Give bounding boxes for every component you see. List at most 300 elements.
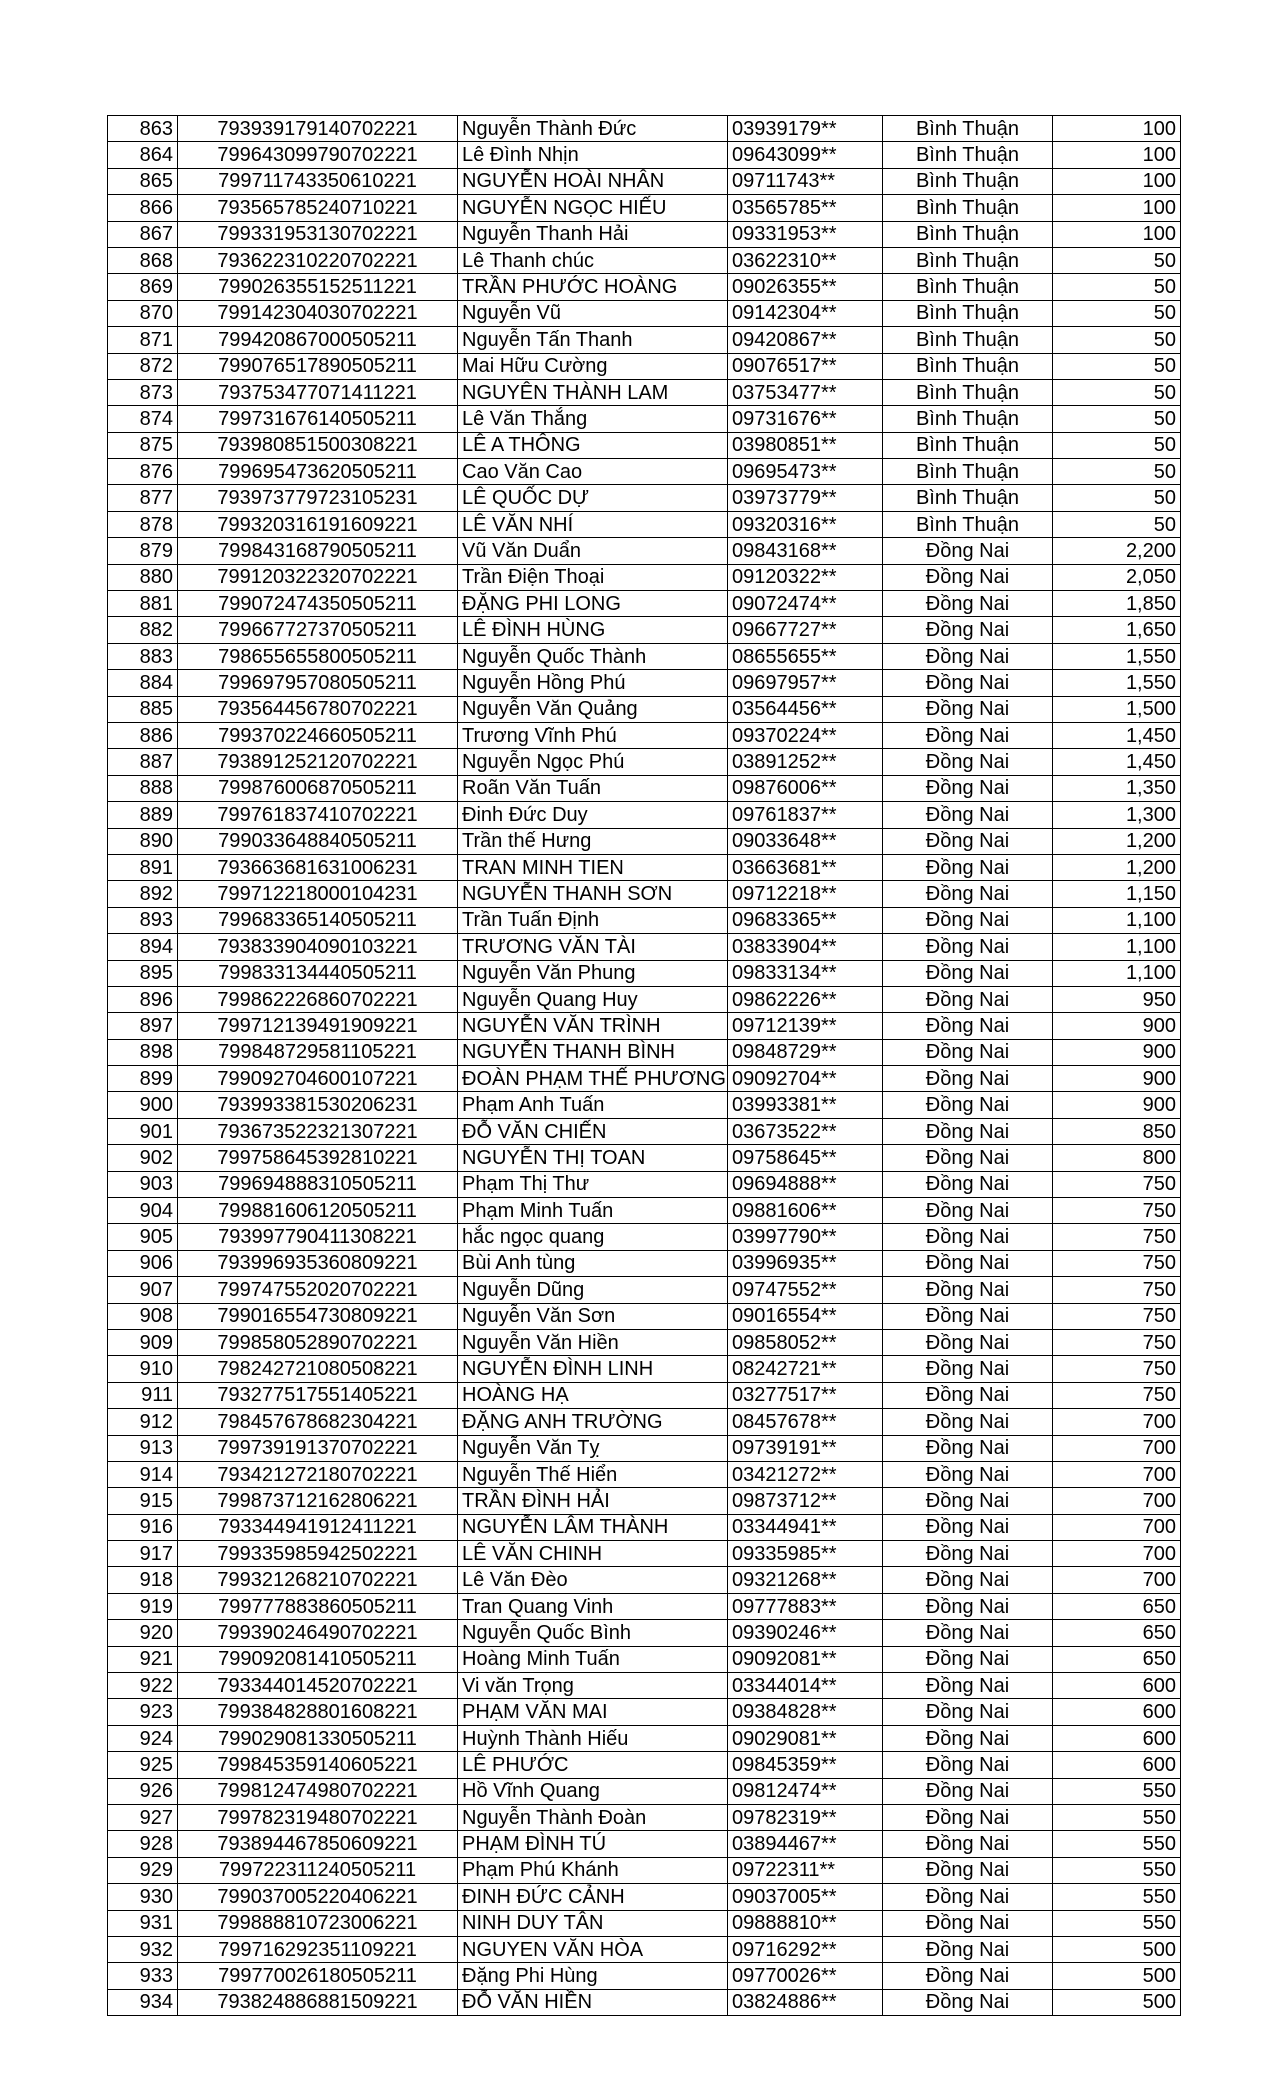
table-row [108,247,1181,273]
stt-cell: 894 [108,934,178,960]
stt-cell: 879 [108,538,178,564]
name-cell: Nguyễn Văn Sơn [458,1303,728,1329]
province-cell: Đồng Nai [883,1778,1053,1804]
table-row [108,1936,1181,1962]
province-cell: Đồng Nai [883,670,1053,696]
name-cell: NINH DUY TÂN [458,1910,728,1936]
name-cell: TRAN MINH TIEN [458,854,728,880]
stt-cell: 926 [108,1778,178,1804]
amount-cell: 500 [1053,1963,1181,1989]
code-cell: 799848729581105221 [178,1039,458,1065]
stt-cell: 920 [108,1620,178,1646]
amount-cell: 650 [1053,1646,1181,1672]
phone-cell: 09420867** [728,327,883,353]
code-cell: 799072474350505211 [178,591,458,617]
stt-cell: 921 [108,1646,178,1672]
province-cell: Đồng Nai [883,1198,1053,1224]
code-cell: 799037005220406221 [178,1884,458,1910]
province-cell: Đồng Nai [883,1805,1053,1831]
code-cell: 799761837410702221 [178,802,458,828]
code-cell: 793939179140702221 [178,116,458,142]
table-row [108,1250,1181,1276]
province-cell: Bình Thuận [883,195,1053,221]
phone-cell: 03344014** [728,1673,883,1699]
province-cell: Đồng Nai [883,1461,1053,1487]
phone-cell: 03996935** [728,1250,883,1276]
code-cell: 799420867000505211 [178,327,458,353]
phone-cell: 09888810** [728,1910,883,1936]
province-cell: Đồng Nai [883,1488,1053,1514]
phone-cell: 09873712** [728,1488,883,1514]
phone-cell: 03891252** [728,749,883,775]
amount-cell: 2,200 [1053,538,1181,564]
code-cell: 799858052890702221 [178,1329,458,1355]
phone-cell: 09072474** [728,591,883,617]
amount-cell: 800 [1053,1145,1181,1171]
name-cell: NGUYEN VĂN HÒA [458,1936,728,1962]
stt-cell: 905 [108,1224,178,1250]
province-cell: Đồng Nai [883,1857,1053,1883]
amount-cell: 50 [1053,379,1181,405]
amount-cell: 500 [1053,1936,1181,1962]
table-row [108,1673,1181,1699]
amount-cell: 750 [1053,1224,1181,1250]
table-row [108,881,1181,907]
province-cell: Đồng Nai [883,907,1053,933]
code-cell: 799331953130702221 [178,221,458,247]
phone-cell: 09037005** [728,1884,883,1910]
code-cell: 793824886881509221 [178,1989,458,2015]
amount-cell: 600 [1053,1699,1181,1725]
province-cell: Đồng Nai [883,1435,1053,1461]
stt-cell: 865 [108,168,178,194]
table-row [108,1013,1181,1039]
phone-cell: 09881606** [728,1198,883,1224]
name-cell: Huỳnh Thành Hiếu [458,1725,728,1751]
table-row [108,1725,1181,1751]
code-cell: 799033648840505211 [178,828,458,854]
amount-cell: 550 [1053,1857,1181,1883]
name-cell: Nguyễn Tấn Thanh [458,327,728,353]
phone-cell: 09026355** [728,274,883,300]
table-row [108,221,1181,247]
province-cell: Đồng Nai [883,1646,1053,1672]
amount-cell: 1,100 [1053,934,1181,960]
code-cell: 799888810723006221 [178,1910,458,1936]
province-cell: Đồng Nai [883,1620,1053,1646]
stt-cell: 870 [108,300,178,326]
code-cell: 799390246490702221 [178,1620,458,1646]
table-row [108,696,1181,722]
amount-cell: 750 [1053,1171,1181,1197]
name-cell: Đinh Đức Duy [458,802,728,828]
code-cell: 793344014520702221 [178,1673,458,1699]
name-cell: LÊ VĂN NHÍ [458,511,728,537]
phone-cell: 09076517** [728,353,883,379]
amount-cell: 550 [1053,1778,1181,1804]
province-cell: Đồng Nai [883,881,1053,907]
stt-cell: 885 [108,696,178,722]
stt-cell: 890 [108,828,178,854]
table-row [108,670,1181,696]
stt-cell: 864 [108,142,178,168]
province-cell: Đồng Nai [883,1066,1053,1092]
table-row [108,564,1181,590]
table-row [108,1884,1181,1910]
name-cell: Nguyễn Thành Đoàn [458,1805,728,1831]
stt-cell: 874 [108,406,178,432]
phone-cell: 09683365** [728,907,883,933]
code-cell: 799782319480702221 [178,1805,458,1831]
province-cell: Đồng Nai [883,1910,1053,1936]
table-row [108,1198,1181,1224]
name-cell: PHẠM ĐÌNH TÚ [458,1831,728,1857]
name-cell: Vũ Văn Duẩn [458,538,728,564]
province-cell: Đồng Nai [883,1936,1053,1962]
amount-cell: 700 [1053,1541,1181,1567]
province-cell: Đồng Nai [883,1092,1053,1118]
stt-cell: 873 [108,379,178,405]
phone-cell: 03564456** [728,696,883,722]
table-row [108,1963,1181,1989]
name-cell: TRƯƠNG VĂN TÀI [458,934,728,960]
phone-cell: 09848729** [728,1039,883,1065]
amount-cell: 100 [1053,142,1181,168]
phone-cell: 09845359** [728,1752,883,1778]
amount-cell: 50 [1053,511,1181,537]
province-cell: Đồng Nai [883,1118,1053,1144]
code-cell: 793891252120702221 [178,749,458,775]
phone-cell: 09739191** [728,1435,883,1461]
table-row [108,986,1181,1012]
phone-cell: 03973779** [728,485,883,511]
code-cell: 799697957080505211 [178,670,458,696]
phone-cell: 03753477** [728,379,883,405]
phone-cell: 03565785** [728,195,883,221]
phone-cell: 09761837** [728,802,883,828]
stt-cell: 907 [108,1277,178,1303]
name-cell: Nguyễn Quốc Thành [458,643,728,669]
phone-cell: 09695473** [728,459,883,485]
name-cell: Hồ Vĩnh Quang [458,1778,728,1804]
amount-cell: 1,300 [1053,802,1181,828]
phone-cell: 09694888** [728,1171,883,1197]
stt-cell: 884 [108,670,178,696]
phone-cell: 09731676** [728,406,883,432]
code-cell: 799076517890505211 [178,353,458,379]
amount-cell: 650 [1053,1593,1181,1619]
amount-cell: 1,100 [1053,907,1181,933]
name-cell: NGUYỄN NGỌC HIẾU [458,195,728,221]
amount-cell: 750 [1053,1277,1181,1303]
phone-cell: 03993381** [728,1092,883,1118]
amount-cell: 900 [1053,1039,1181,1065]
code-cell: 799862226860702221 [178,986,458,1012]
amount-cell: 600 [1053,1752,1181,1778]
province-cell: Đồng Nai [883,934,1053,960]
name-cell: Trần Điện Thoại [458,564,728,590]
name-cell: Nguyễn Quang Huy [458,986,728,1012]
name-cell: Đặng Phi Hùng [458,1963,728,1989]
table-row [108,1303,1181,1329]
province-cell: Đồng Nai [883,960,1053,986]
stt-cell: 933 [108,1963,178,1989]
code-cell: 799758645392810221 [178,1145,458,1171]
amount-cell: 900 [1053,1092,1181,1118]
table-row [108,1435,1181,1461]
stt-cell: 892 [108,881,178,907]
table-row [108,854,1181,880]
phone-cell: 09843168** [728,538,883,564]
name-cell: ĐỖ VĂN HIỀN [458,1989,728,2015]
code-cell: 799731676140505211 [178,406,458,432]
name-cell: Nguyễn Văn Quảng [458,696,728,722]
name-cell: NGUYÊN THÀNH LAM [458,379,728,405]
code-cell: 798457678682304221 [178,1409,458,1435]
code-cell: 793277517551405221 [178,1382,458,1408]
code-cell: 799812474980702221 [178,1778,458,1804]
name-cell: LÊ ĐÌNH HÙNG [458,617,728,643]
amount-cell: 700 [1053,1461,1181,1487]
name-cell: Lê Đình Nhịn [458,142,728,168]
stt-cell: 929 [108,1857,178,1883]
province-cell: Đồng Nai [883,643,1053,669]
phone-cell: 09033648** [728,828,883,854]
phone-cell: 09770026** [728,1963,883,1989]
amount-cell: 700 [1053,1514,1181,1540]
code-cell: 793753477071411221 [178,379,458,405]
name-cell: Lê Thanh chúc [458,247,728,273]
code-cell: 793344941912411221 [178,1514,458,1540]
phone-cell: 09747552** [728,1277,883,1303]
name-cell: Nguyễn Dũng [458,1277,728,1303]
name-cell: HOÀNG HẠ [458,1382,728,1408]
province-cell: Đồng Nai [883,696,1053,722]
code-cell: 799016554730809221 [178,1303,458,1329]
amount-cell: 500 [1053,1989,1181,2015]
province-cell: Bình Thuận [883,300,1053,326]
code-cell: 799722311240505211 [178,1857,458,1883]
table-row [108,1092,1181,1118]
phone-cell: 03939179** [728,116,883,142]
stt-cell: 881 [108,591,178,617]
amount-cell: 700 [1053,1435,1181,1461]
province-cell: Đồng Nai [883,1039,1053,1065]
code-cell: 799092704600107221 [178,1066,458,1092]
table-body [108,116,1181,2016]
code-cell: 799845359140605221 [178,1752,458,1778]
stt-cell: 915 [108,1488,178,1514]
stt-cell: 925 [108,1752,178,1778]
table-row [108,1066,1181,1092]
amount-cell: 600 [1053,1673,1181,1699]
amount-cell: 900 [1053,1066,1181,1092]
province-cell: Đồng Nai [883,1699,1053,1725]
phone-cell: 09335985** [728,1541,883,1567]
name-cell: Tran Quang Vinh [458,1593,728,1619]
phone-cell: 09370224** [728,722,883,748]
stt-cell: 919 [108,1593,178,1619]
name-cell: Nguyễn Văn Phung [458,960,728,986]
name-cell: NGUYỄN THỊ TOAN [458,1145,728,1171]
table-row [108,1620,1181,1646]
stt-cell: 888 [108,775,178,801]
phone-cell: 09782319** [728,1805,883,1831]
table-row [108,1277,1181,1303]
amount-cell: 100 [1053,221,1181,247]
amount-cell: 50 [1053,406,1181,432]
code-cell: 798655655800505211 [178,643,458,669]
stt-cell: 901 [108,1118,178,1144]
code-cell: 793997790411308221 [178,1224,458,1250]
table-row [108,1514,1181,1540]
name-cell: Vi văn Trọng [458,1673,728,1699]
phone-cell: 09711743** [728,168,883,194]
code-cell: 798242721080508221 [178,1356,458,1382]
table-row [108,1145,1181,1171]
table-row [108,1329,1181,1355]
amount-cell: 50 [1053,300,1181,326]
table-row [108,775,1181,801]
stt-cell: 922 [108,1673,178,1699]
name-cell: NGUYỄN VĂN TRÌNH [458,1013,728,1039]
phone-cell: 08242721** [728,1356,883,1382]
stt-cell: 877 [108,485,178,511]
phone-cell: 03663681** [728,854,883,880]
stt-cell: 886 [108,722,178,748]
code-cell: 793421272180702221 [178,1461,458,1487]
stt-cell: 930 [108,1884,178,1910]
province-cell: Bình Thuận [883,406,1053,432]
code-cell: 793673522321307221 [178,1118,458,1144]
province-cell: Đồng Nai [883,1224,1053,1250]
stt-cell: 916 [108,1514,178,1540]
province-cell: Đồng Nai [883,1145,1053,1171]
code-cell: 799711743350610221 [178,168,458,194]
stt-cell: 928 [108,1831,178,1857]
code-cell: 799843168790505211 [178,538,458,564]
amount-cell: 1,450 [1053,749,1181,775]
phone-cell: 03824886** [728,1989,883,2015]
phone-cell: 09321268** [728,1567,883,1593]
amount-cell: 2,050 [1053,564,1181,590]
code-cell: 799683365140505211 [178,907,458,933]
amount-cell: 1,550 [1053,670,1181,696]
stt-cell: 934 [108,1989,178,2015]
table-row [108,1646,1181,1672]
province-cell: Đồng Nai [883,802,1053,828]
phone-cell: 09858052** [728,1329,883,1355]
phone-cell: 09320316** [728,511,883,537]
stt-cell: 900 [108,1092,178,1118]
name-cell: Trần thế Hưng [458,828,728,854]
stt-cell: 871 [108,327,178,353]
phone-cell: 09862226** [728,986,883,1012]
table-row [108,749,1181,775]
province-cell: Đồng Nai [883,1752,1053,1778]
phone-cell: 09712218** [728,881,883,907]
amount-cell: 1,200 [1053,854,1181,880]
code-cell: 793996935360809221 [178,1250,458,1276]
table-row [108,379,1181,405]
amount-cell: 550 [1053,1910,1181,1936]
province-cell: Đồng Nai [883,1250,1053,1276]
table-row [108,1752,1181,1778]
code-cell: 793564456780702221 [178,696,458,722]
province-cell: Bình Thuận [883,116,1053,142]
province-cell: Đồng Nai [883,1884,1053,1910]
province-cell: Đồng Nai [883,591,1053,617]
phone-cell: 08655655** [728,643,883,669]
stt-cell: 917 [108,1541,178,1567]
province-cell: Bình Thuận [883,221,1053,247]
province-cell: Đồng Nai [883,1963,1053,1989]
amount-cell: 100 [1053,168,1181,194]
phone-cell: 09092704** [728,1066,883,1092]
table-row [108,168,1181,194]
stt-cell: 880 [108,564,178,590]
phone-cell: 08457678** [728,1409,883,1435]
province-cell: Đồng Nai [883,775,1053,801]
province-cell: Bình Thuận [883,432,1053,458]
stt-cell: 924 [108,1725,178,1751]
province-cell: Bình Thuận [883,511,1053,537]
name-cell: Roãn Văn Tuấn [458,775,728,801]
stt-cell: 896 [108,986,178,1012]
name-cell: LÊ PHƯỚC [458,1752,728,1778]
table-row [108,538,1181,564]
stt-cell: 878 [108,511,178,537]
table-row [108,1488,1181,1514]
stt-cell: 910 [108,1356,178,1382]
amount-cell: 1,200 [1053,828,1181,854]
amount-cell: 750 [1053,1198,1181,1224]
phone-cell: 09142304** [728,300,883,326]
province-cell: Đồng Nai [883,538,1053,564]
code-cell: 799777883860505211 [178,1593,458,1619]
code-cell: 799321268210702221 [178,1567,458,1593]
name-cell: Phạm Thị Thư [458,1171,728,1197]
stt-cell: 882 [108,617,178,643]
code-cell: 793565785240710221 [178,195,458,221]
code-cell: 799694888310505211 [178,1171,458,1197]
phone-cell: 03622310** [728,247,883,273]
code-cell: 793980851500308221 [178,432,458,458]
table-row [108,802,1181,828]
code-cell: 799716292351109221 [178,1936,458,1962]
table-row [108,1593,1181,1619]
code-cell: 799370224660505211 [178,722,458,748]
name-cell: NGUYỄN ĐÌNH LINH [458,1356,728,1382]
code-cell: 793894467850609221 [178,1831,458,1857]
province-cell: Đồng Nai [883,1303,1053,1329]
code-cell: 793833904090103221 [178,934,458,960]
code-cell: 799712218000104231 [178,881,458,907]
stt-cell: 903 [108,1171,178,1197]
name-cell: TRẦN ĐÌNH HẢI [458,1488,728,1514]
province-cell: Đồng Nai [883,1514,1053,1540]
stt-cell: 932 [108,1936,178,1962]
name-cell: Nguyễn Thanh Hải [458,221,728,247]
name-cell: Nguyễn Hồng Phú [458,670,728,696]
province-cell: Đồng Nai [883,1409,1053,1435]
table-row [108,934,1181,960]
amount-cell: 50 [1053,459,1181,485]
stt-cell: 891 [108,854,178,880]
amount-cell: 850 [1053,1118,1181,1144]
province-cell: Đồng Nai [883,1329,1053,1355]
table-row [108,828,1181,854]
